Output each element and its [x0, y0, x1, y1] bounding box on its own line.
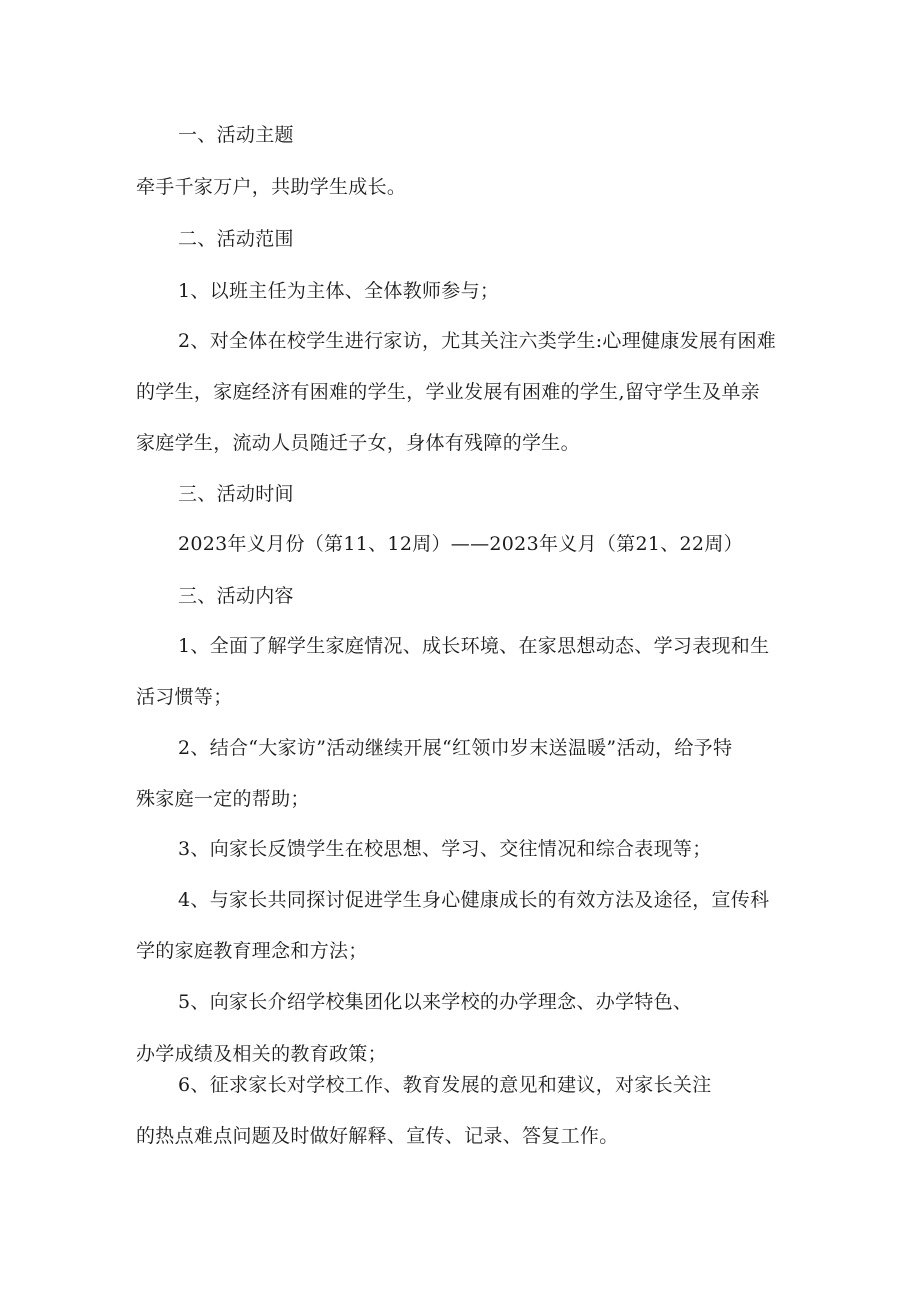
- content-item-5-line-1: 5、向家长介绍学校集团化以来学校的办学理念、办学特色、: [178, 991, 693, 1013]
- content-item-4-line-2: 学的家庭教育理念和方法；: [136, 940, 368, 962]
- section-heading-scope: 二、活动范围: [178, 228, 294, 250]
- content-item-1-line-2: 活习惯等；: [136, 686, 233, 708]
- content-item-6-line-2: 的热点难点问题及时做好解释、宣传、记录、答复工作。: [136, 1125, 619, 1147]
- time-text: 2023年义月份（第11、12周）——2023年义月（第21、22周）: [178, 533, 743, 555]
- scope-item-2-line-3: 家庭学生，流动人员随迁子女，身体有残障的学生。: [136, 432, 580, 454]
- section-heading-time: 三、活动时间: [178, 483, 294, 505]
- content-item-5-line-2: 办学成绩及相关的教育政策；: [136, 1043, 387, 1065]
- content-item-3: 3、向家长反馈学生在校思想、学习、交往情况和综合表现等；: [178, 838, 712, 860]
- theme-text: 牵手千家万户，共助学生成长。: [136, 176, 407, 198]
- scope-item-1: 1、以班主任为主体、全体教师参与；: [178, 280, 500, 302]
- section-heading-theme: 一、活动主题: [178, 124, 294, 146]
- scope-item-2-line-2: 的学生，家庭经济有困难的学生，学业发展有困难的学生,留守学生及单亲: [136, 381, 760, 403]
- content-item-1-line-1: 1、全面了解学生家庭情况、成长环境、在家思想动态、学习表现和生: [178, 635, 770, 657]
- content-item-2-line-2: 殊家庭一定的帮助；: [136, 788, 310, 810]
- scope-item-2-line-1: 2、对全体在校学生进行家访，尤其关注六类学生:心理健康发展有困难: [178, 330, 777, 352]
- section-heading-content: 三、活动内容: [178, 585, 294, 607]
- content-item-2-line-1: 2、结合“大家访”活动继续开展“红领巾岁末送温暖”活动，给予特: [178, 737, 733, 759]
- content-item-4-line-1: 4、与家长共同探讨促进学生身心健康成长的有效方法及途径，宣传科: [178, 889, 770, 911]
- content-item-6-line-1: 6、征求家长对学校工作、教育发展的意见和建议，对家长关注: [178, 1074, 712, 1096]
